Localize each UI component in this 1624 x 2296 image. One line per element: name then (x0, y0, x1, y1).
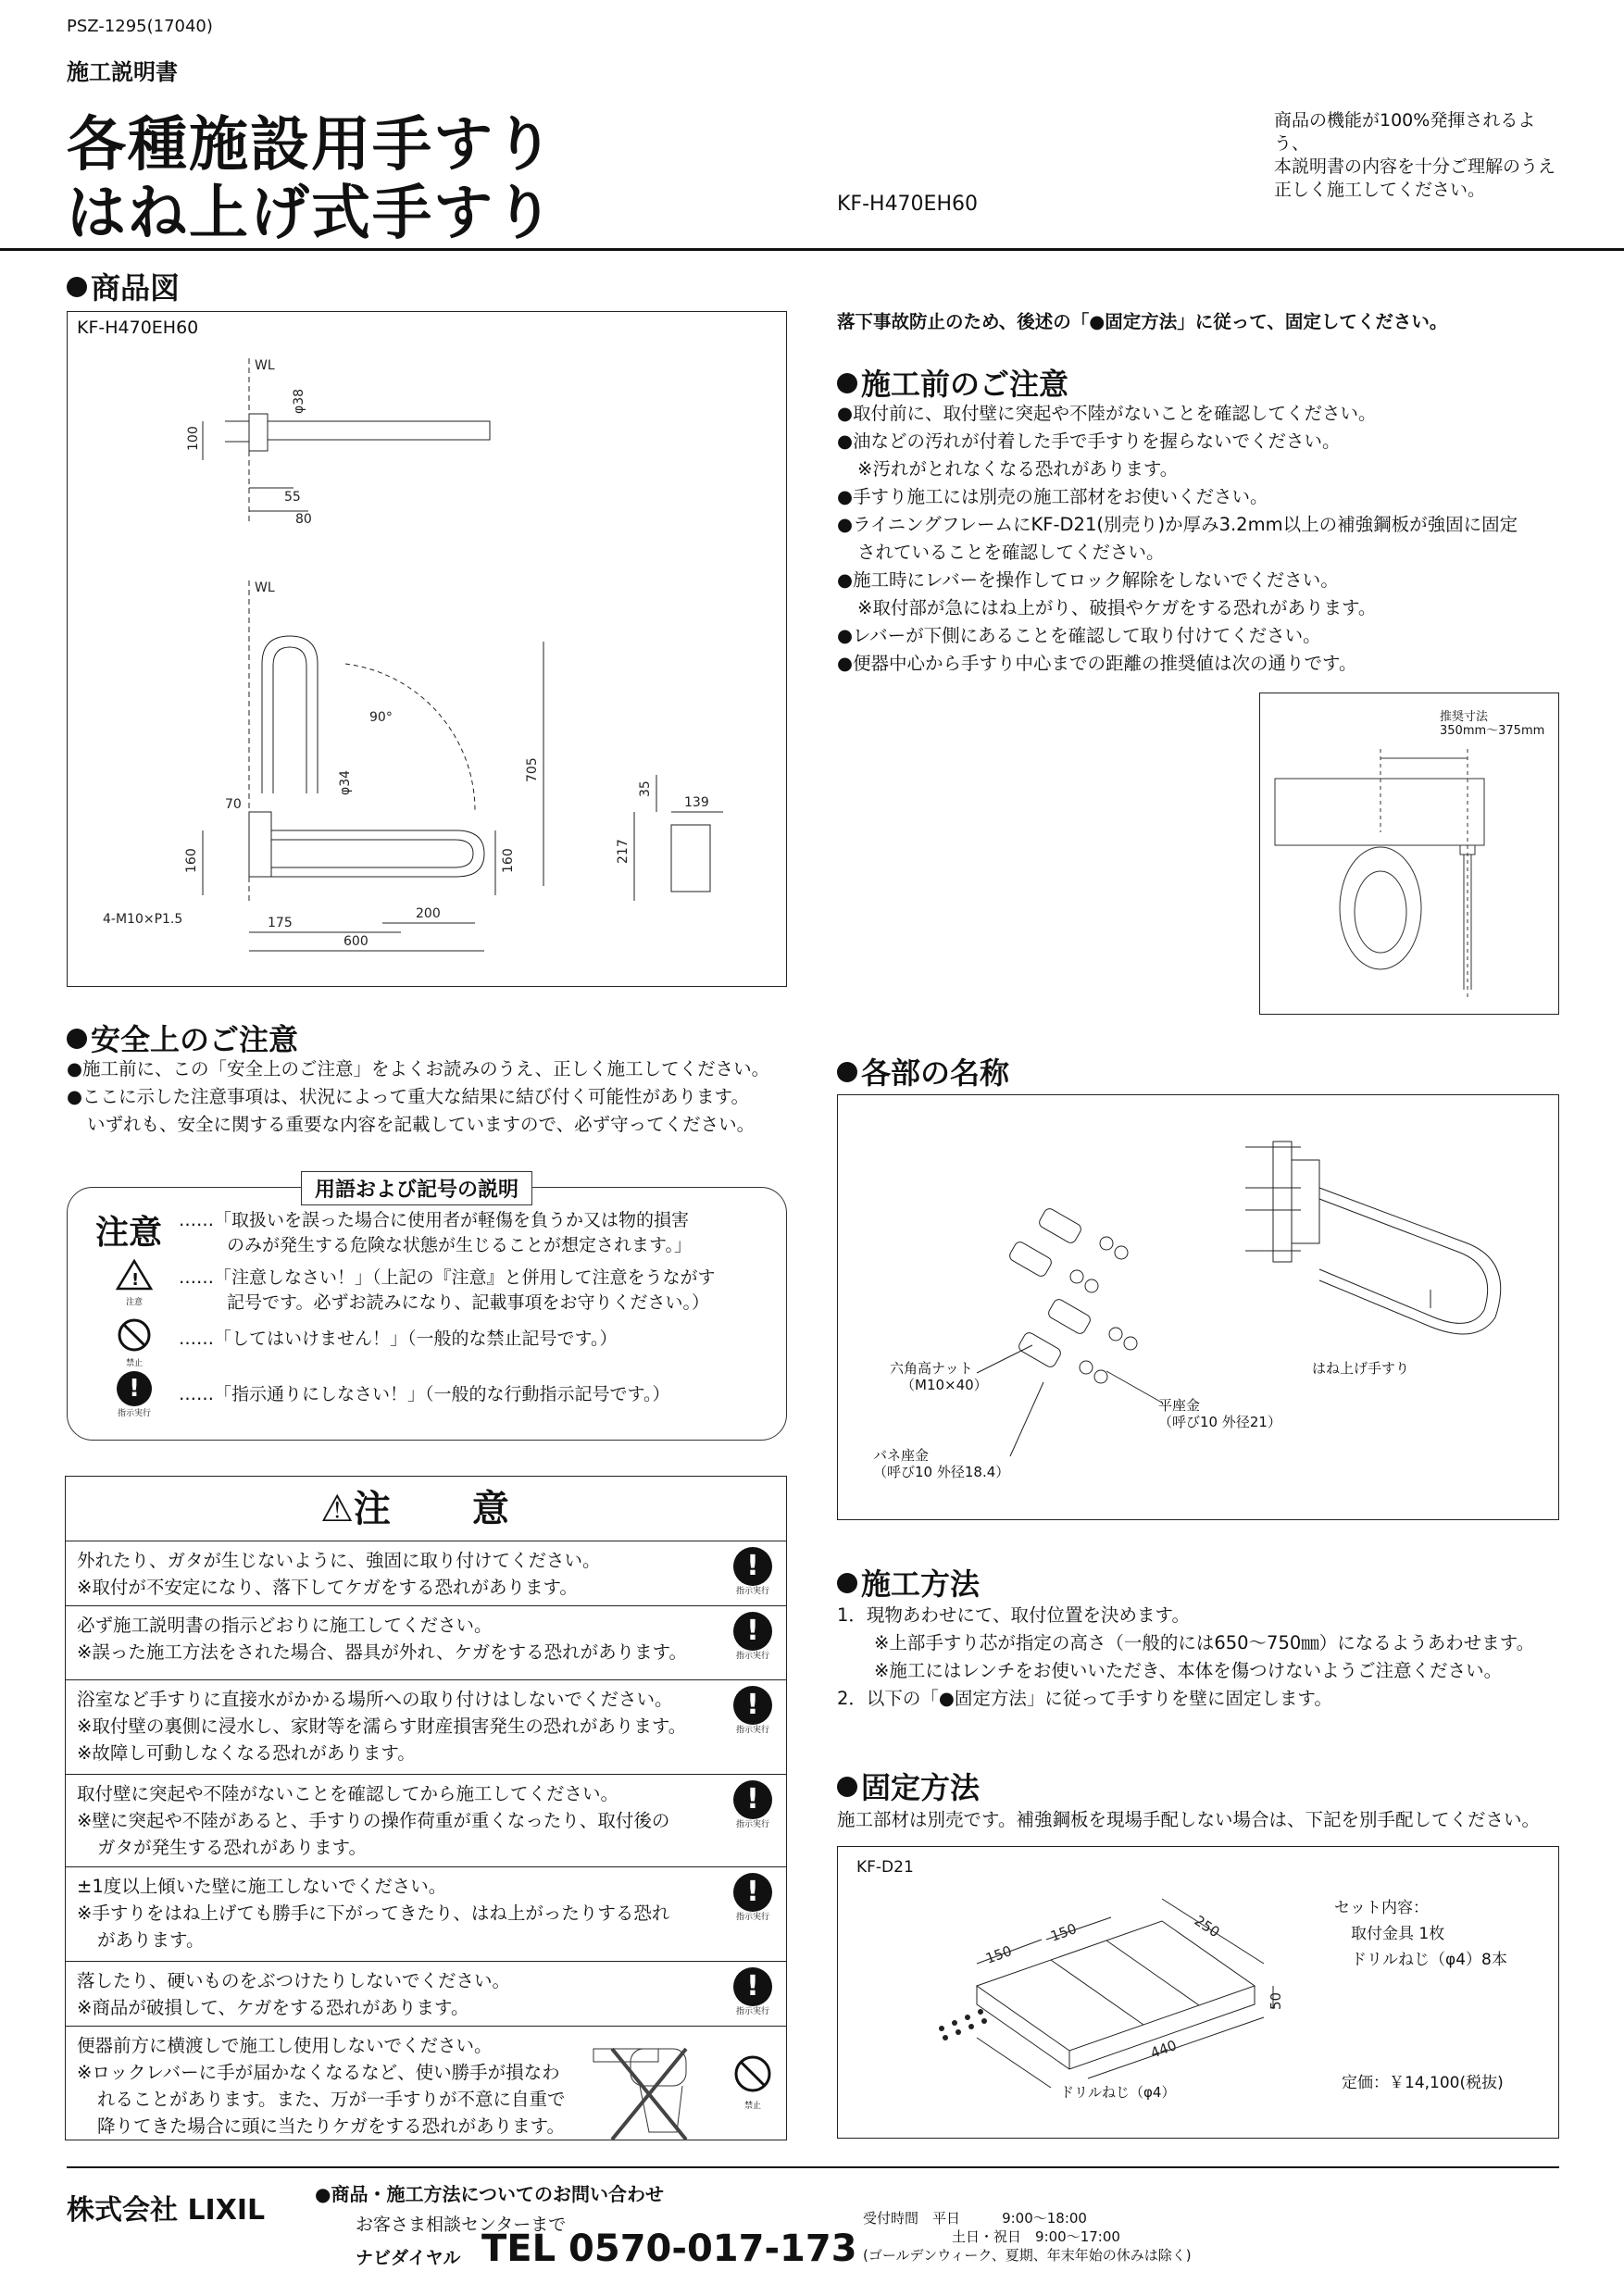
pre-install-list (837, 400, 1518, 678)
bracket-model: KF-D21 (856, 1858, 914, 1877)
caution-row: 便器前方に横渡しで施工し使用しないでください。 ※ロックレバーに手が届かなくなるなど、使い勝手が損なわ れることがあります。また、万が一手すりが不意に自重で 降りてきた場合に頭に当たりケガをする恐れがあります。 禁止 (66, 2027, 786, 2147)
pre-install-heading: 施工前のご注意 (837, 361, 1068, 404)
nut-icons (1007, 1206, 1092, 1368)
warning-icon: ⚠ (320, 1488, 354, 1530)
document-type: 施工説明書 (67, 59, 178, 85)
set-contents: セット内容： 取付金具 1枚 ドリルねじ（φ4）8本 (1334, 1899, 1507, 1969)
model-number: KF-H470EH60 (837, 193, 978, 216)
caution-desc: ……「取扱いを誤った場合に使用者が軽傷を負うか又は物的損害 のみが発生する危険な状態が生じることが想定されます。」 (179, 1210, 692, 1255)
mandatory-desc: ……「指示通りにしなさい！」（一般的な行動指示記号です。） (179, 1384, 670, 1404)
caution-row: 必ず施工説明書の指示どおりに施工してください。 ※誤った施工方法をされた場合、器具が外れ、ケガをする恐れがあります。 ! 指示実行 (66, 1606, 786, 1680)
caution-row: 取付壁に突起や不陸がないことを確認してから施工してください。 ※壁に突起や不陸があると、手すりの操作荷重が重くなったり、取付後の ガタが発生する恐れがあります。 ! 指示実行 (66, 1775, 786, 1867)
method-item: 2．以下の「●固定方法」に従って手すりを壁に固定します。 (837, 1688, 1332, 1709)
svg-text:150: 150 (1048, 1920, 1080, 1945)
mandatory-icon: ! 指示実行 (731, 1873, 775, 1923)
intro-line: 本説明書の内容を十分ご理解のうえ (1274, 156, 1556, 177)
mandatory-icon: ! 指示実行 (731, 1547, 775, 1597)
pre-install-item: ●便器中心から手すり中心までの距離の推奨値は次の通りです。 (837, 653, 1357, 674)
caution-row: 外れたり、ガタが生じないように、強固に取り付けてください。 ※取付が不安定になり、落下してケガをする恐れがあります。 ! 指示実行 (66, 1541, 786, 1606)
prohibit-icon: 禁止 (116, 1317, 153, 1368)
page-title (67, 111, 556, 248)
fall-prevention-notice: 落下事故防止のため、後述の「●固定方法」に従って、固定してください。 (837, 311, 1448, 332)
pre-install-item: ●油などの汚れが付着した手で手すりを握らないでください。 (837, 430, 1341, 452)
navi-dial-label: ナビダイヤル (356, 2248, 461, 2268)
title-line-2: はね上げ式手すり (67, 180, 556, 248)
pre-install-item: ●施工時にレバーを操作してロック解除をしないでください。 (837, 569, 1339, 591)
washer-icons (1070, 1237, 1137, 1383)
prohibit-icon: 禁止 (731, 2054, 775, 2112)
caution-row: 浴室など手すりに直接水がかかる場所への取り付けはしないでください。 ※取付壁の裏側に浸水し、家財等を濡らす財産損害発生の恐れがあります。 ※故障し可動しなくなる恐れがあります。 ! 指示実行 (66, 1680, 786, 1775)
reception-hours: 受付時間 平日 9:00～18:00 土日・祝日 9:00～17:00 (ゴールデンウィーク、夏期、年末年始の休みは除く) (863, 2210, 1192, 2264)
intro-line: 商品の機能が100%発揮されるよう、 (1274, 110, 1536, 154)
safety-item: ●施工前に、この「安全上のご注意」をよくお読みのうえ、正しく施工してください。 (67, 1058, 770, 1079)
fixing-figure (837, 1846, 1559, 2139)
drill-screw-icons (939, 2009, 987, 2040)
product-diagram-box (67, 311, 787, 987)
caution-row: 落したり、硬いものをぶつけたりしないでください。 ※商品が破損して、ケガをする恐れがあります。 ! 指示実行 (66, 1962, 786, 2027)
svg-text:440: 440 (1148, 2037, 1180, 2062)
mandatory-icon: ! 指示実行 (731, 1780, 775, 1830)
customer-center: お客さま相談センターまで (356, 2215, 567, 2235)
product-drawing (68, 312, 786, 986)
svg-text:50: 50 (1268, 1991, 1284, 2010)
svg-text:55: 55 (284, 490, 301, 505)
mandatory-icon: ! 指示実行 (731, 1686, 775, 1736)
wl-label: WL (255, 358, 275, 373)
recommend-label: 推奨寸法 350mm～375mm (1440, 710, 1545, 738)
fixing-heading: 固定方法 (837, 1765, 980, 1807)
toilet-topview-drawing (1260, 693, 1558, 1014)
method-heading: 施工方法 (837, 1561, 980, 1603)
spring-washer-label: バネ座金 （呼び10 外径18.4） (873, 1447, 1010, 1480)
caution-table (65, 1476, 787, 2140)
svg-text:WL: WL (255, 580, 275, 595)
pre-install-item: ※取付部が急にはね上がり、破損やケガをする恐れがあります。 (857, 597, 1377, 618)
svg-text:!: ! (131, 1270, 140, 1290)
title-line-1: 各種施設用手すり (67, 111, 556, 180)
svg-text:600: 600 (344, 934, 369, 949)
svg-text:100: 100 (186, 426, 201, 451)
nut-label: 六角高ナット （M10×40） (890, 1360, 988, 1393)
drill-screw-label: ドリルねじ（φ4） (1060, 2084, 1176, 2101)
pre-install-item: されていることを確認してください。 (857, 542, 1165, 563)
fixing-note: 施工部材は別売です。補強鋼板を現場手配しない場合は、下記を別手配してください。 (837, 1809, 1540, 1830)
svg-text:175: 175 (268, 916, 293, 930)
method-list (837, 1602, 1534, 1713)
mandatory-icon: ! 指示実行 (116, 1371, 153, 1418)
warning-icon: ! 注意 (116, 1258, 153, 1307)
pre-install-item: ※汚れがとれなくなる恐れがあります。 (857, 458, 1179, 480)
safety-heading: 安全上のご注意 (67, 1017, 298, 1059)
product-diagram-heading: 商品図 (67, 265, 180, 307)
method-item: 1．現物あわせにて、取付位置を決めます。 (837, 1604, 1190, 1626)
svg-text:160: 160 (501, 848, 516, 873)
svg-text:80: 80 (295, 512, 312, 527)
price: 定価：￥14,100(税抜) (1342, 2074, 1504, 2092)
mandatory-icon: ! 指示実行 (731, 1612, 775, 1662)
svg-text:150: 150 (983, 1942, 1015, 1967)
caution-word: 注意 (95, 1214, 163, 1252)
svg-text:70: 70 (225, 797, 242, 812)
method-item: ※上部手すり芯が指定の高さ（一般的には650～750㎜）になるようあわせます。 (874, 1632, 1535, 1653)
caution-row: ±1度以上傾いた壁に施工しないでください。 ※手すりをはね上げても勝手に下がってきたり、はね上がったりする恐れ があります。 ! 指示実行 (66, 1867, 786, 1962)
intro-text (1274, 109, 1570, 202)
legend-title: 用語および記号の説明 (301, 1171, 532, 1205)
parts-heading: 各部の名称 (837, 1050, 1009, 1092)
intro-line: 正しく施工してください。 (1274, 180, 1486, 200)
svg-text:35: 35 (638, 780, 653, 797)
diagram-model: KF-H470EH60 (77, 318, 199, 338)
rail-label: はね上げ手すり (1312, 1360, 1410, 1377)
svg-text:139: 139 (684, 795, 709, 810)
header-divider (0, 248, 1624, 251)
svg-text:φ34: φ34 (338, 769, 353, 795)
pre-install-item: ●手すり施工には別売の施工部材をお使いください。 (837, 486, 1268, 507)
recommended-distance-figure (1259, 693, 1559, 1015)
safety-item: ●ここに示した注意事項は、状況によって重大な結果に結び付く可能性があります。 (67, 1086, 749, 1107)
company-name: 株式会社 LIXIL (67, 2194, 266, 2227)
parts-figure (837, 1094, 1559, 1520)
warning-desc: ……「注意しなさい！」（上記の『注意』と併用して注意をうながす 記号です。必ずお読みになり、記載事項をお守りください。） (179, 1267, 716, 1313)
safety-item: いずれも、安全に関する重要な内容を記載していますので、必ず守ってください。 (87, 1114, 756, 1135)
method-item: ※施工にはレンチをお使いいただき、本体を傷つけないようご注意ください。 (874, 1660, 1503, 1681)
svg-text:90°: 90° (369, 710, 393, 725)
safety-list (67, 1055, 769, 1139)
svg-text:217: 217 (616, 839, 631, 864)
bracket-drawing (838, 1847, 1558, 2138)
front-install-prohibited-illustration (584, 2030, 705, 2141)
svg-text:φ38: φ38 (292, 388, 306, 414)
symbol-legend (67, 1179, 787, 1441)
mandatory-icon: ! 指示実行 (731, 1967, 775, 2017)
svg-text:160: 160 (184, 848, 199, 873)
pre-install-item: ●ライニングフレームにKF-D21(別売り)か厚み3.2mm以上の補強鋼板が強固に固定 (837, 514, 1518, 535)
footer-divider (67, 2166, 1559, 2168)
prohibit-desc: ……「してはいけません！」（一般的な禁止記号です。） (179, 1329, 618, 1349)
svg-text:250: 250 (1191, 1912, 1223, 1941)
flat-washer-label: 平座金 （呼び10 外径21） (1158, 1397, 1281, 1430)
svg-text:705: 705 (525, 757, 540, 782)
svg-text:4-M10×P1.5: 4-M10×P1.5 (103, 912, 183, 927)
phone-number[interactable]: TEL 0570-017-173 (481, 2227, 857, 2270)
svg-text:200: 200 (416, 906, 441, 921)
pre-install-item: ●レバーが下側にあることを確認して取り付けてください。 (837, 625, 1321, 646)
pre-install-item: ●取付前に、取付壁に突起や不陸がないことを確認してください。 (837, 403, 1377, 424)
document-number: PSZ-1295(17040) (67, 17, 213, 36)
caution-table-header: ⚠注 意 (66, 1477, 786, 1541)
inquiry-heading: ●商品・施工方法についてのお問い合わせ (315, 2183, 665, 2205)
